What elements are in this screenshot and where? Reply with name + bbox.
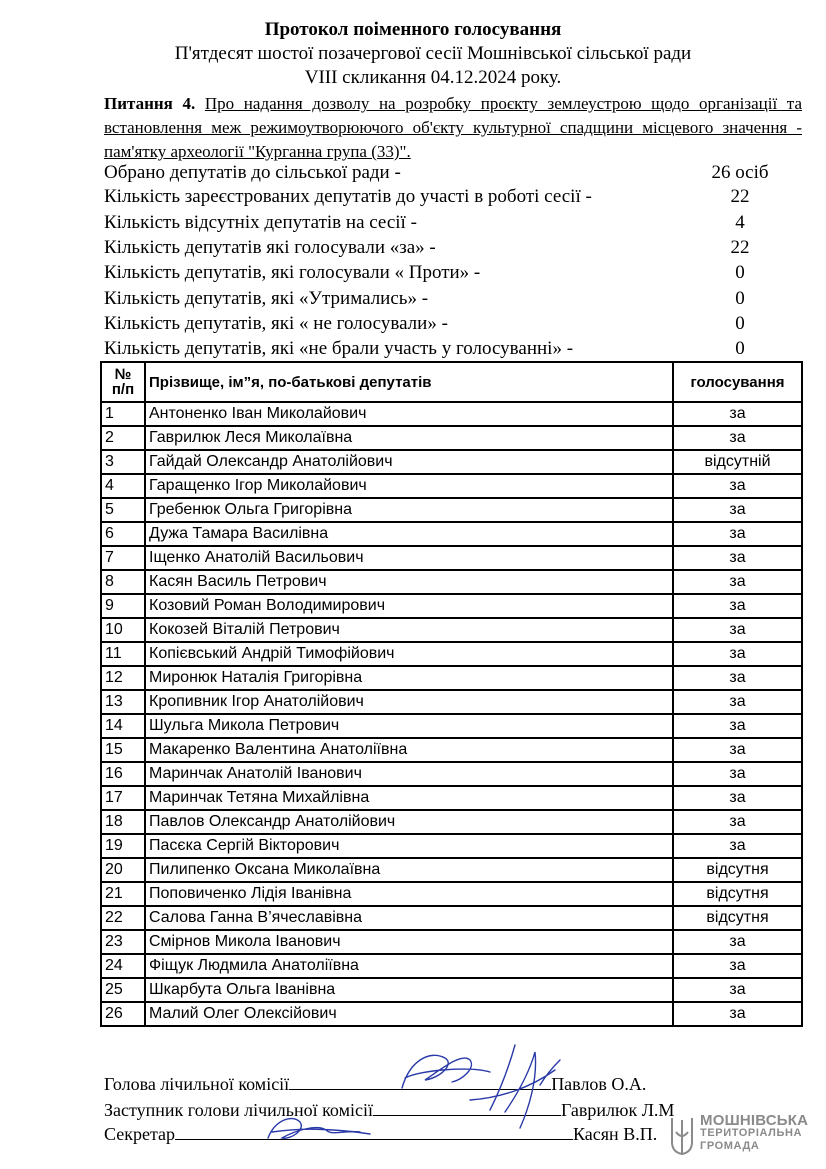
table-row [101, 570, 802, 594]
vote-value: за [673, 1002, 802, 1026]
deputy-label: Заступник голови лічильної комісії [104, 1100, 373, 1120]
row-number: 21 [101, 882, 145, 906]
stat-label: Обрано депутатів до сільської ради - [104, 162, 401, 183]
vote-value: за [673, 930, 802, 954]
deputy-name: Копієвський Андрій Тимофійович [145, 642, 673, 666]
header-number-abbr: п/п [111, 381, 135, 398]
row-number: 11 [101, 642, 145, 666]
deputy-name: Гаращенко Ігор Миколайович [145, 474, 673, 498]
deputy-name: Гаврилюк Л.М [560, 1100, 675, 1120]
stat-label: Кількість депутатів які голосували «за» - [104, 237, 436, 258]
deputy-name: Пилипенко Оксана Миколаївна [145, 858, 673, 882]
table-row [101, 426, 802, 450]
row-number: 1 [101, 402, 145, 426]
vote-value: відсутня [673, 906, 802, 930]
table-body [101, 402, 802, 1026]
logo-name: МОШНІВСЬКА [700, 1112, 809, 1129]
table-row [101, 450, 802, 474]
deputy-name: Шульга Микола Петрович [145, 714, 673, 738]
table-row [101, 882, 802, 906]
deputy-name: Гребенюк Ольга Григорівна [145, 498, 673, 522]
vote-value: за [673, 522, 802, 546]
vote-value: відсутній [673, 450, 802, 474]
deputy-name: Смірнов Микола Іванович [145, 930, 673, 954]
header-vote: голосування [673, 362, 802, 402]
vote-value: за [673, 786, 802, 810]
stat-value: 4 [735, 212, 745, 233]
logo-subtitle-1: ТЕРИТОРІАЛЬНА [700, 1127, 803, 1139]
logo-subtitle-2: ГРОМАДА [700, 1140, 760, 1152]
row-number: 23 [101, 930, 145, 954]
vote-value: за [673, 954, 802, 978]
table-row [101, 714, 802, 738]
stat-label: Кількість відсутніх депутатів на сесії - [104, 212, 417, 233]
chair-name: Павлов О.А. [551, 1074, 647, 1094]
vote-value: за [673, 762, 802, 786]
deputy-name: Салова Ганна В’ячеславівна [145, 906, 673, 930]
table-row [101, 546, 802, 570]
deputy-name: Миронюк Наталія Григорівна [145, 666, 673, 690]
vote-value: за [673, 474, 802, 498]
stat-value: 22 [730, 186, 750, 207]
deputy-name: Маринчак Анатолій Іванович [145, 762, 673, 786]
deputy-name: Малий Олег Олексійович [145, 1002, 673, 1026]
row-number: 16 [101, 762, 145, 786]
table-row [101, 522, 802, 546]
vote-value: за [673, 570, 802, 594]
stat-value: 26 осіб [711, 162, 769, 183]
table-row [101, 690, 802, 714]
deputy-name: Касян Василь Петрович [145, 570, 673, 594]
deputy-name: Іщенко Анатолій Васильович [145, 546, 673, 570]
agenda-question [104, 92, 802, 164]
header-name: Прізвище, ім”я, по-батькові депутатів [145, 362, 673, 402]
deputy-name: Фіщук Людмила Анатоліївна [145, 954, 673, 978]
row-number: 22 [101, 906, 145, 930]
row-number: 7 [101, 546, 145, 570]
vote-value: відсутня [673, 858, 802, 882]
secretary-name: Касян В.П. [573, 1124, 658, 1144]
row-number: 26 [101, 1002, 145, 1026]
session-title: П'ятдесят шостої позачергової сесії Мошнівської сільської ради [174, 43, 692, 64]
deputy-name: Дужа Тамара Василівна [145, 522, 673, 546]
stat-label: Кількість депутатів, які « не голосували» - [104, 313, 448, 334]
row-number: 17 [101, 786, 145, 810]
table-row [101, 666, 802, 690]
deputy-name: Поповиченко Лідія Іванівна [145, 882, 673, 906]
row-number: 19 [101, 834, 145, 858]
row-number: 9 [101, 594, 145, 618]
vote-value: за [673, 666, 802, 690]
row-number: 15 [101, 738, 145, 762]
stat-label: Кількість депутатів, які голосували « Проти» - [104, 262, 481, 283]
trident-icon [668, 1114, 696, 1158]
question-label: Питання 4. [104, 94, 196, 113]
table-row [101, 834, 802, 858]
stat-value: 22 [730, 237, 750, 258]
stat-value: 0 [735, 338, 745, 359]
deputy-name: Козовий Роман Володимирович [145, 594, 673, 618]
deputy-name: Антоненко Іван Миколайович [145, 402, 673, 426]
vote-value: за [673, 426, 802, 450]
deputy-name: Кропивник Ігор Анатолійович [145, 690, 673, 714]
vote-value: за [673, 690, 802, 714]
deputy-name: Кокозей Віталій Петрович [145, 618, 673, 642]
row-number: 8 [101, 570, 145, 594]
table-row [101, 474, 802, 498]
row-number: 20 [101, 858, 145, 882]
table-row [101, 858, 802, 882]
table-row [101, 1002, 802, 1026]
table-row [101, 954, 802, 978]
table-row [101, 930, 802, 954]
table-row [101, 810, 802, 834]
deputy-name: Шкарбута Ольга Іванівна [145, 978, 673, 1002]
table-row [101, 738, 802, 762]
table-row [101, 618, 802, 642]
row-number: 5 [101, 498, 145, 522]
vote-value: за [673, 714, 802, 738]
row-number: 25 [101, 978, 145, 1002]
vote-value: відсутня [673, 882, 802, 906]
vote-value: за [673, 834, 802, 858]
chair-signature-line [104, 1072, 646, 1096]
row-number: 3 [101, 450, 145, 474]
stat-label: Кількість депутатів, які «Утримались» - [104, 288, 429, 309]
row-number: 10 [101, 618, 145, 642]
logo-text [700, 1114, 808, 1153]
row-number: 14 [101, 714, 145, 738]
table-row [101, 642, 802, 666]
row-number: 4 [101, 474, 145, 498]
stat-value: 0 [735, 288, 745, 309]
table-row [101, 402, 802, 426]
stat-label: Кількість депутатів, які «не брали участь у голосуванні» - [104, 338, 574, 359]
header-number-symbol: № [114, 366, 132, 383]
signature-underline [175, 1123, 573, 1140]
vote-value: за [673, 738, 802, 762]
deputy-name: Макаренко Валентина Анатоліївна [145, 738, 673, 762]
row-number: 12 [101, 666, 145, 690]
vote-value: за [673, 498, 802, 522]
vote-value: за [673, 594, 802, 618]
deputy-signature-line [104, 1098, 674, 1122]
table-row [101, 906, 802, 930]
row-number: 18 [101, 810, 145, 834]
stat-value: 0 [735, 262, 745, 283]
roll-call-table [100, 361, 803, 1027]
table-row [101, 978, 802, 1002]
chair-label: Голова лічильної комісії [104, 1074, 290, 1094]
table-row [101, 762, 802, 786]
stat-label: Кількість зареєстрованих депутатів до участі в роботі сесії - [104, 186, 592, 207]
signature-underline [373, 1099, 561, 1116]
document-title: Протокол поіменного голосування [264, 19, 562, 40]
row-number: 13 [101, 690, 145, 714]
question-text: Про надання дозволу на розробку проєкту землеустрою щодо організації та встановлення меж режимоутворюючого об'єкту культурної спадщини місцевого значення - пам'ятку археології "Курганна група (33)". [104, 94, 802, 161]
vote-value: за [673, 546, 802, 570]
secretary-signature-line [104, 1122, 657, 1146]
vote-value: за [673, 618, 802, 642]
row-number: 6 [101, 522, 145, 546]
table-row [101, 498, 802, 522]
deputy-name: Маринчак Тетяна Михайлівна [145, 786, 673, 810]
table-row [101, 594, 802, 618]
table-row [101, 786, 802, 810]
deputy-name: Гаврилюк Леся Миколаївна [145, 426, 673, 450]
deputy-name: Гайдай Олександр Анатолійович [145, 450, 673, 474]
vote-value: за [673, 642, 802, 666]
vote-value: за [673, 978, 802, 1002]
vote-value: за [673, 402, 802, 426]
community-logo [668, 1112, 818, 1162]
vote-value: за [673, 810, 802, 834]
secretary-label: Секретар [104, 1124, 176, 1144]
deputy-name: Павлов Олександр Анатолійович [145, 810, 673, 834]
header-number [101, 362, 145, 402]
row-number: 2 [101, 426, 145, 450]
row-number: 24 [101, 954, 145, 978]
session-date: VIII скликання 04.12.2024 року. [304, 67, 562, 88]
signature-underline [289, 1073, 551, 1090]
stat-value: 0 [735, 313, 745, 334]
table-header-row [101, 362, 802, 402]
deputy-name: Пасєка Сергій Вікторович [145, 834, 673, 858]
